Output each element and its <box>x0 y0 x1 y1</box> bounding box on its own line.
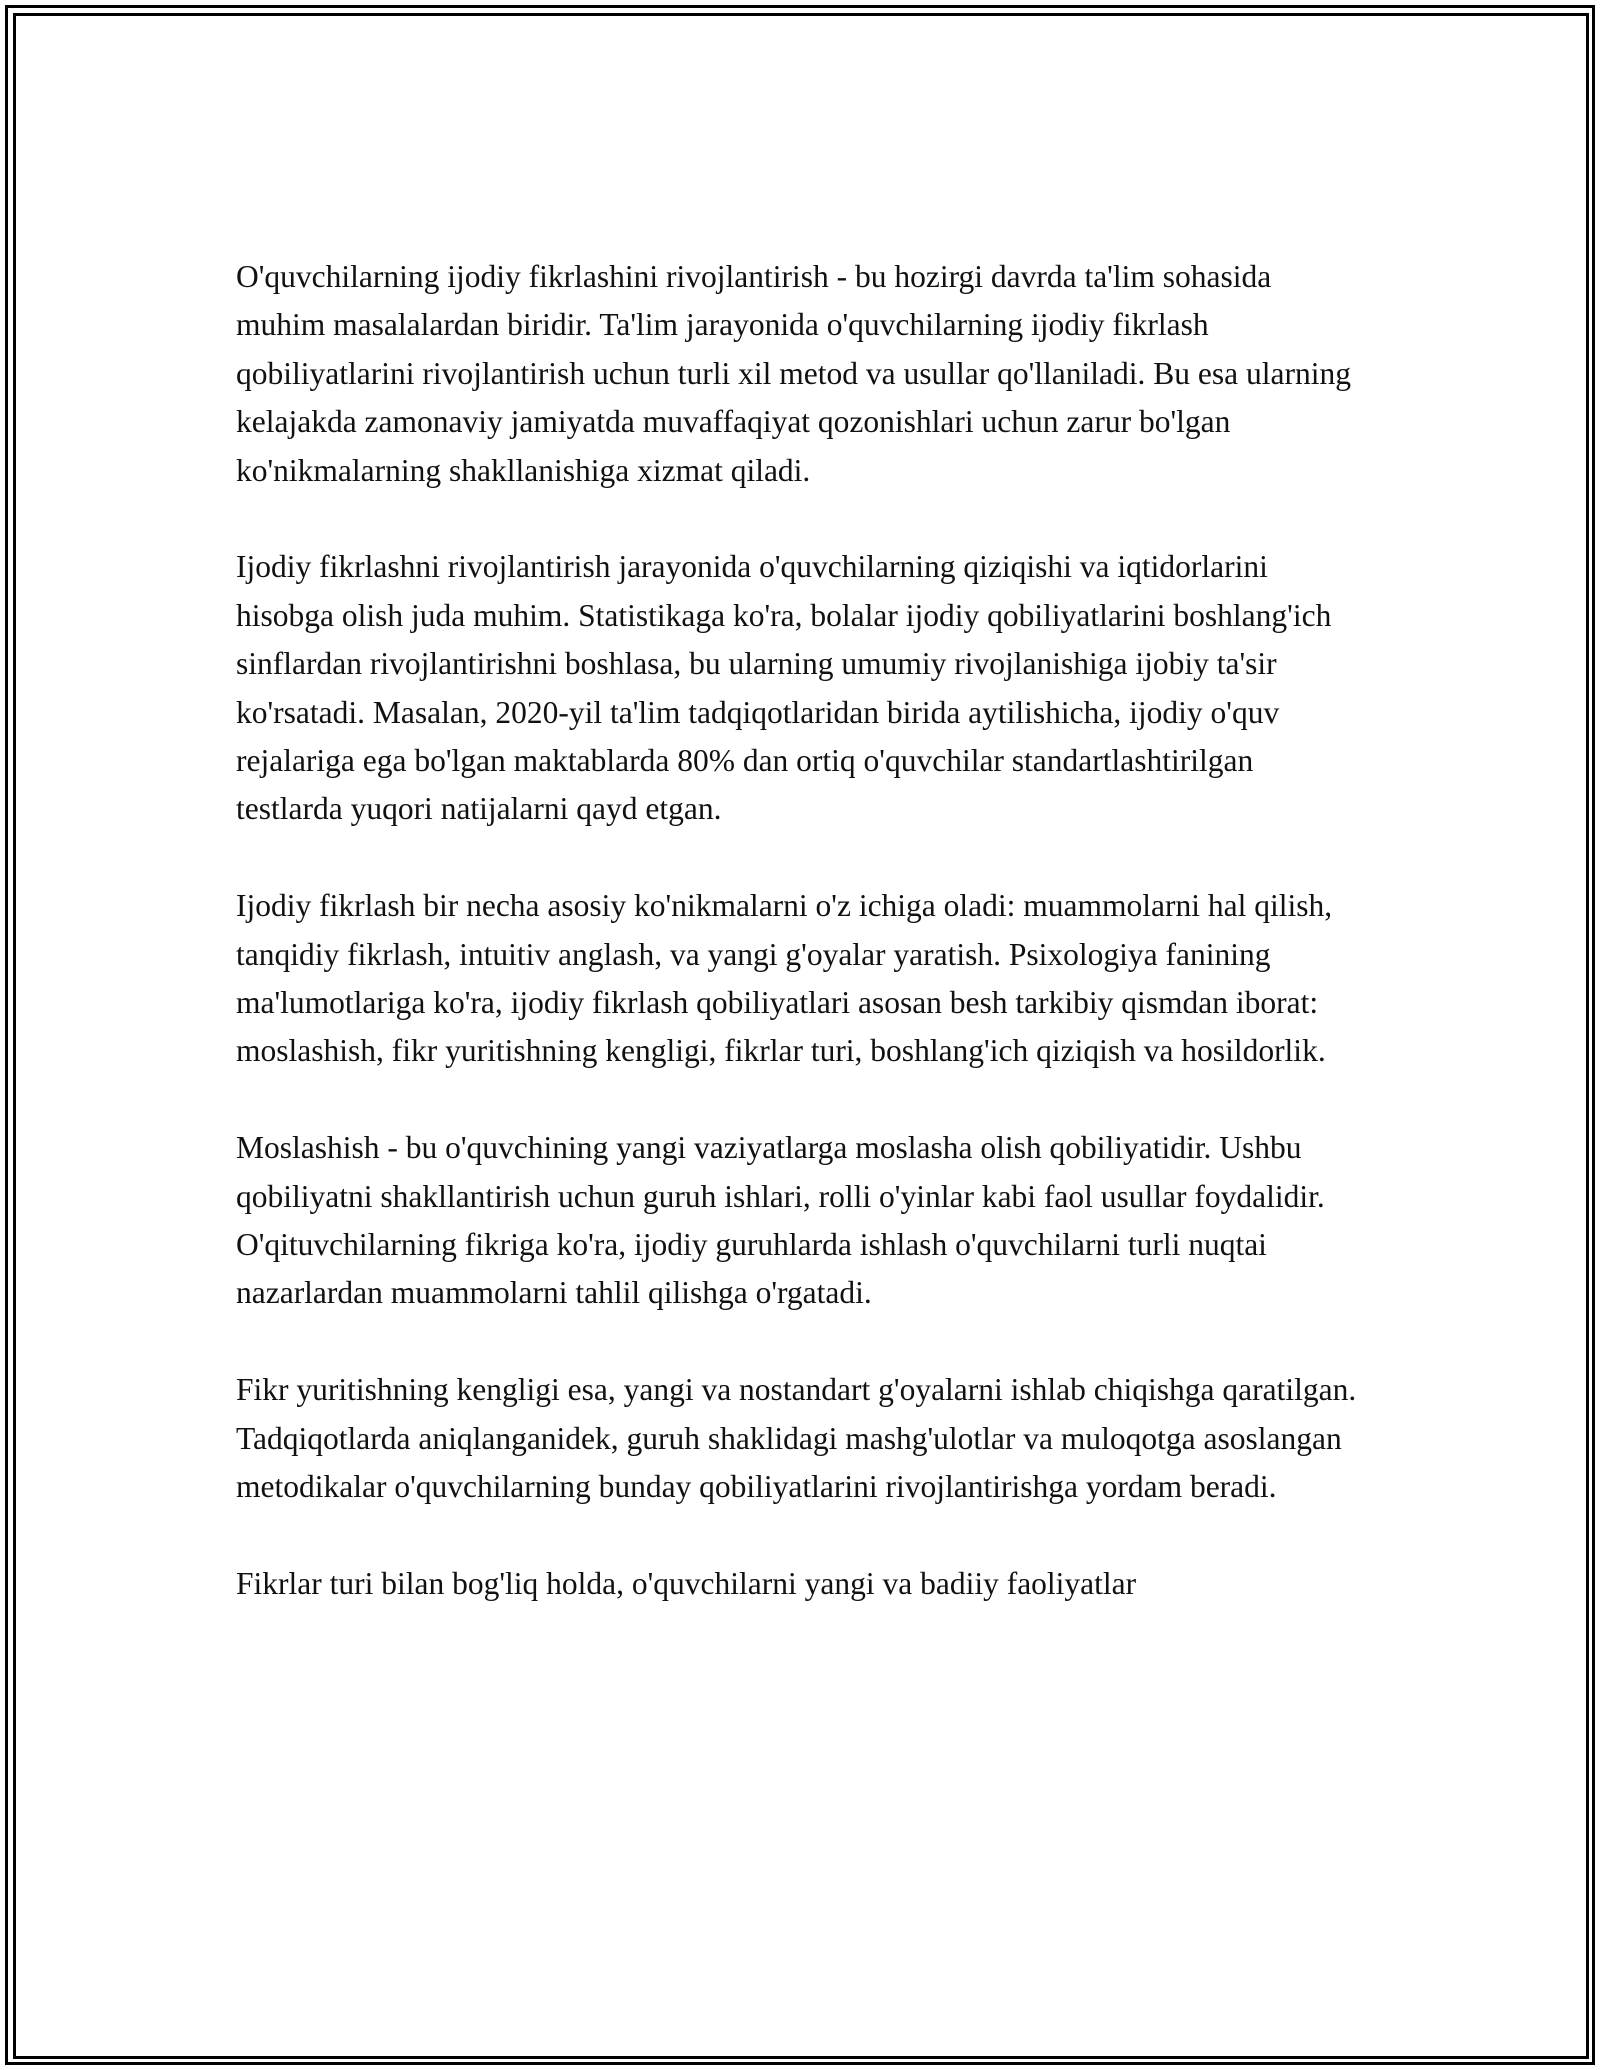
paragraph: Ijodiy fikrlash bir necha asosiy ko'nikmalarni o'z ichiga oladi: muammolarni hal qilish, tanqidiy fikrlash, intuitiv anglash, va yangi g'oyalar yaratish. Psixologiya fanining ma'lumotlariga ko'ra, ijodiy fikrlash qobiliyatlari asosan besh tarkibiy qismdan iborat: moslashish, fikr yuritishning kengligi, fikrlar turi, boshlang'ich qiziqish va hosildorlik. <box>236 888 1333 1069</box>
paragraph: O'quvchilarning ijodiy fikrlashini rivojlantirish - bu hozirgi davrda ta'lim sohasida muhim masalalardan biridir. Ta'lim jarayonida o'quvchilarning ijodiy fikrlash qobiliyatlarini rivojlantirish uchun turli xil metod va usullar qo'llaniladi. Bu esa ularning kelajakda zamonaviy jamiyatda muvaffaqiyat qozonishlari uchun zarur bo'lgan ko'nikmalarning shakllanishiga xizmat qiladi. <box>236 259 1351 488</box>
paragraph: Moslashish - bu o'quvchining yangi vaziyatlarga moslasha olish qobiliyatidir. Ushbu qobiliyatni shakllantirish uchun guruh ishlari, rolli o'yinlar kabi faol usullar foydalidir. O'qituvchilarning fikriga ko'ra, ijodiy guruhlarda ishlash o'quvchilarni turli nuqtai nazarlardan muammolarni tahlil qilishga o'rgatadi. <box>236 1130 1325 1311</box>
paragraph: Ijodiy fikrlashni rivojlantirish jarayonida o'quvchilarning qiziqishi va iqtidorlarini hisobga olish juda muhim. Statistikaga ko'ra, bolalar ijodiy qobiliyatlarini boshlang'ich sinflardan rivojlantirishni boshlasa, bu ularning umumiy rivojlanishiga ijobiy ta'sir ko'rsatadi. Masalan, 2020-yil ta'lim tadqiqotlaridan birida aytilishicha, ijodiy o'quv rejalariga ega bo'lgan maktablarda 80% dan ortiq o'quvchilar standartlashtirilgan testlarda yuqori natijalarni qayd etgan. <box>236 549 1332 827</box>
paragraph: Fikrlar turi bilan bog'liq holda, o'quvchilarni yangi va badiiy faoliyatlar <box>236 1565 1137 1601</box>
document-body <box>236 253 1366 1608</box>
paragraph: Fikr yuritishning kengligi esa, yangi va nostandart g'oyalarni ishlab chiqishga qaratilgan. Tadqiqotlarda aniqlanganidek, guruh shaklidagi mashg'ulotlar va muloqotga asoslangan metodikalar o'quvchilarning bunday qobiliyatlarini rivojlantirishga yordam beradi. <box>236 1372 1357 1505</box>
